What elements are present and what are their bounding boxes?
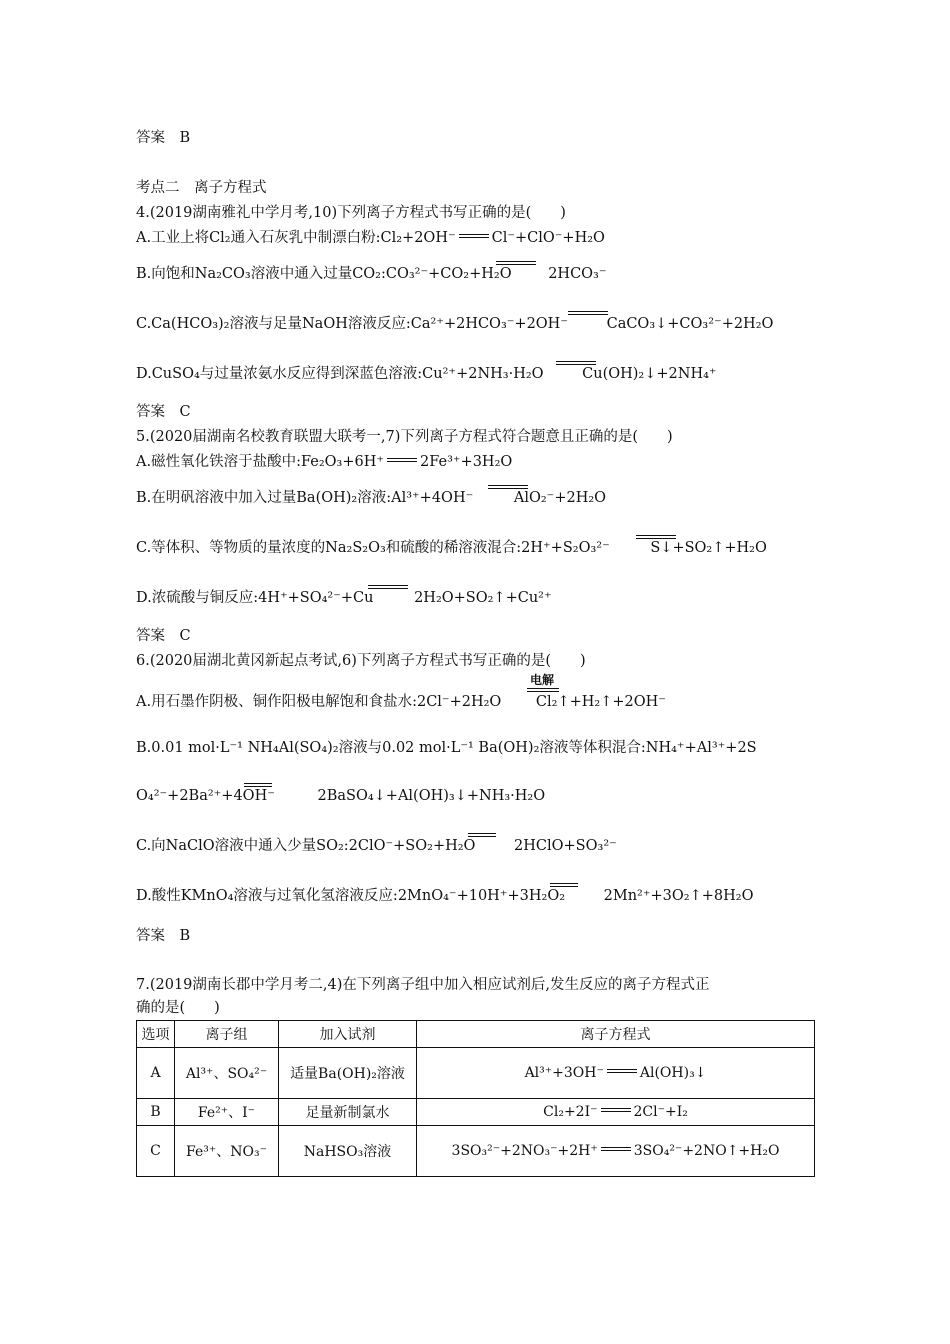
equation-left: D.浓硫酸与铜反应:4H⁺+SO₄²⁻+Cu <box>136 590 374 606</box>
table-row <box>137 1048 815 1099</box>
table-row <box>137 1099 815 1126</box>
equation-right: Cu(OH)₂↓+2NH₄⁺ <box>582 366 717 382</box>
question-7-stem: 7.(2019湖南长郡中学月考二,4)在下列离子组中加入相应试剂后,发生反应的离子方程式正 <box>136 977 710 993</box>
equation-left: Al³⁺+3OH⁻ <box>524 1065 604 1081</box>
question-6-option-c <box>136 836 617 856</box>
column-header: 离子方程式 <box>417 1021 815 1048</box>
equation-left: C.向NaClO溶液中通入少量SO₂:2ClO⁻+SO₂+H₂O <box>136 838 476 854</box>
equals-sign <box>550 883 578 889</box>
equation-cell <box>417 1099 815 1126</box>
equation-right: S↓+SO₂↑+H₂O <box>650 540 767 556</box>
column-header: 离子组 <box>175 1021 279 1048</box>
question-5-option-b <box>136 488 606 508</box>
question-5-option-c <box>136 538 767 558</box>
ion-group-cell: Al³⁺、SO₄²⁻ <box>175 1048 279 1099</box>
equation-right: Cl⁻+ClO⁻+H₂O <box>491 230 605 246</box>
equals-sign <box>387 456 417 466</box>
answer-6: 答案 B <box>136 928 191 944</box>
options-table <box>136 1020 815 1177</box>
table-row <box>137 1126 815 1177</box>
equation-left: O₄²⁻+2Ba²⁺+4OH⁻ <box>136 788 275 804</box>
reagent-cell: NaHSO₃溶液 <box>279 1126 417 1177</box>
question-6-option-a <box>136 692 666 712</box>
equals-sign <box>468 833 496 839</box>
answer-5: 答案 C <box>136 628 191 644</box>
equation-left: C.Ca(HCO₃)₂溶液与足量NaOH溶液反应:Ca²⁺+2HCO₃⁻+2OH⁻ <box>136 316 568 332</box>
equation-right: AlO₂⁻+2H₂O <box>513 490 607 506</box>
equation-right: 2HCO₃⁻ <box>548 266 607 282</box>
equals-sign <box>601 1106 631 1116</box>
table-header-row <box>137 1021 815 1048</box>
reagent-cell: 足量新制氯水 <box>279 1099 417 1126</box>
equals-sign <box>556 361 596 367</box>
equals-sign <box>568 311 608 317</box>
equation-right: 2Cl⁻+I₂ <box>633 1104 688 1120</box>
equation-left: B.向饱和Na₂CO₃溶液中通入过量CO₂:CO₃²⁻+CO₂+H₂O <box>136 266 512 282</box>
question-6-option-d <box>136 886 753 906</box>
answer-3: 答案 B <box>136 130 191 146</box>
option-cell: C <box>137 1126 175 1177</box>
ion-group-cell: Fe³⁺、NO₃⁻ <box>175 1126 279 1177</box>
equation-right: 3SO₄²⁻+2NO↑+H₂O <box>633 1143 780 1159</box>
equation-left: A.用石墨作阴极、铜作阳极电解饱和食盐水:2Cl⁻+2H₂O <box>136 694 502 710</box>
column-header: 选项 <box>137 1021 175 1048</box>
equation-right: Cl₂↑+H₂↑+2OH⁻ <box>535 694 666 710</box>
option-cell: B <box>137 1099 175 1126</box>
equals-sign <box>601 1145 631 1155</box>
equation-left: A.工业上将Cl₂通入石灰乳中制漂白粉:Cl₂+2OH⁻ <box>136 230 456 246</box>
equals-sign <box>607 1067 637 1077</box>
column-header: 加入试剂 <box>279 1021 417 1048</box>
equation-right: 2Mn²⁺+3O₂↑+8H₂O <box>603 888 754 904</box>
equals-sign <box>368 585 408 591</box>
question-5-option-a <box>136 452 512 472</box>
question-7-stem-cont: 确的是( ) <box>136 1000 220 1016</box>
electrolysis-condition: 电解 <box>530 673 555 687</box>
equation-right: 2Fe³⁺+3H₂O <box>420 454 513 470</box>
question-6-option-b-cont <box>136 786 545 806</box>
question-4-option-c <box>136 314 773 334</box>
ion-group-cell: Fe²⁺、I⁻ <box>175 1099 279 1126</box>
equation-left: C.等体积、等物质的量浓度的Na₂S₂O₃和硫酸的稀溶液混合:2H⁺+S₂O₃²⁻ <box>136 540 610 556</box>
equation-left: 3SO₃²⁻+2NO₃⁻+2H⁺ <box>451 1143 598 1159</box>
equals-sign <box>244 783 272 789</box>
reagent-cell: 适量Ba(OH)₂溶液 <box>279 1048 417 1099</box>
equals-sign <box>488 485 528 491</box>
question-4-option-d <box>136 364 717 384</box>
equals-sign <box>636 535 676 541</box>
equation-right: 2H₂O+SO₂↑+Cu²⁺ <box>414 590 552 606</box>
option-cell: A <box>137 1048 175 1099</box>
section-heading: 考点二 离子方程式 <box>136 180 267 196</box>
equation-right: CaCO₃↓+CO₃²⁻+2H₂O <box>606 316 774 332</box>
question-6-stem: 6.(2020届湖北黄冈新起点考试,6)下列离子方程式书写正确的是( ) <box>136 653 586 669</box>
equation-right: Al(OH)₃↓ <box>639 1065 707 1081</box>
equals-sign <box>459 232 489 242</box>
question-4-stem: 4.(2019湖南雅礼中学月考,10)下列离子方程式书写正确的是( ) <box>136 205 566 221</box>
question-4-option-a <box>136 228 605 248</box>
equation-cell <box>417 1126 815 1177</box>
equation-right: 2HClO+SO₃²⁻ <box>514 838 617 854</box>
equation-right: 2BaSO₄↓+Al(OH)₃↓+NH₃·H₂O <box>317 788 546 804</box>
question-6-option-b: B.0.01 mol·L⁻¹ NH₄Al(SO₄)₂溶液与0.02 mol·L⁻¹ Ba(OH)₂溶液等体积混合:NH₄⁺+Al³⁺+2S <box>136 740 757 756</box>
equation-left: D.酸性KMnO₄溶液与过氧化氢溶液反应:2MnO₄⁻+10H⁺+3H₂O₂ <box>136 888 566 904</box>
equation-cell <box>417 1048 815 1099</box>
equation-left: D.CuSO₄与过量浓氨水反应得到深蓝色溶液:Cu²⁺+2NH₃·H₂O <box>136 366 544 382</box>
question-5-stem: 5.(2020届湖南名校教育联盟大联考一,7)下列离子方程式符合题意且正确的是( ) <box>136 429 673 445</box>
question-5-option-d <box>136 588 552 608</box>
equation-left: B.在明矾溶液中加入过量Ba(OH)₂溶液:Al³⁺+4OH⁻ <box>136 490 474 506</box>
equation-left: Cl₂+2I⁻ <box>543 1104 598 1120</box>
equation-left: A.磁性氧化铁溶于盐酸中:Fe₂O₃+6H⁺ <box>136 454 385 470</box>
equals-sign <box>496 261 536 267</box>
answer-4: 答案 C <box>136 404 191 420</box>
question-4-option-b <box>136 264 607 284</box>
